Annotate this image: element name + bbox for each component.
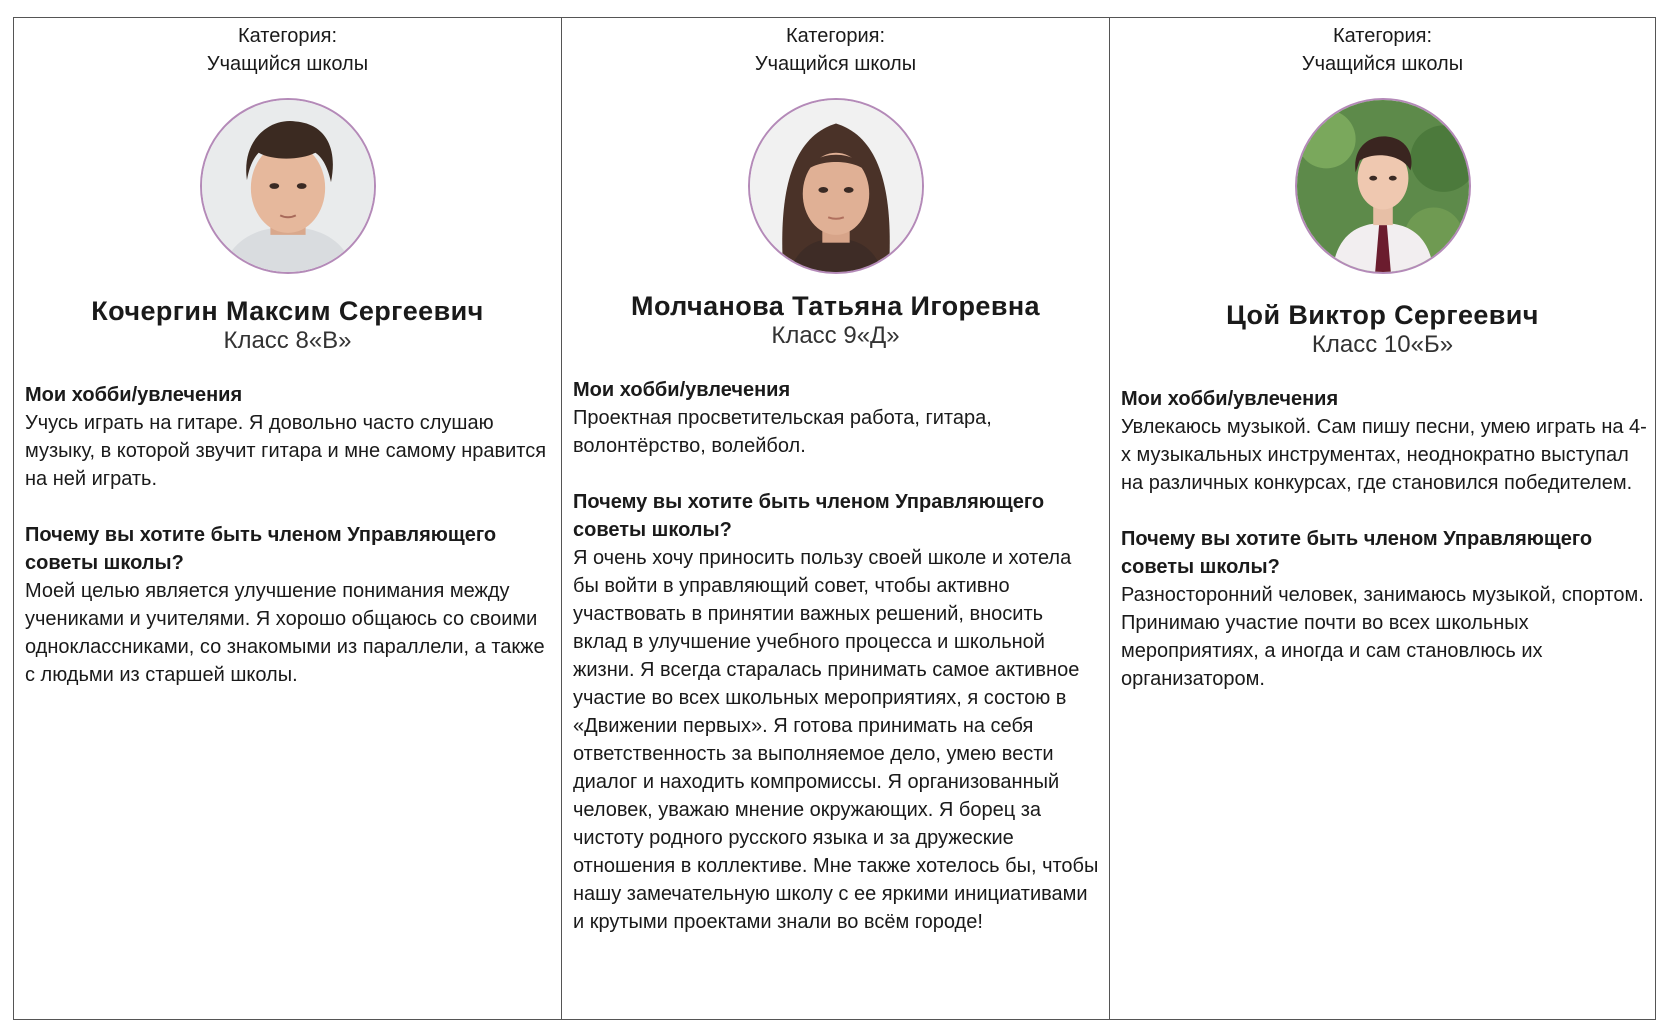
- category-block: [562, 22, 1109, 78]
- why-heading: Почему вы хотите быть членом Управляющего советы школы?: [1121, 528, 1593, 578]
- candidate-photo: [748, 98, 924, 274]
- candidate-class: Класс 8«В»: [223, 327, 352, 354]
- candidates-table: [13, 17, 1656, 1020]
- category-value: Учащийся школы: [754, 53, 917, 75]
- hobby-text: Проектная просветительская работа, гитара, волонтёрство, волейбол.: [573, 407, 992, 457]
- why-text: Моей целью является улучшение понимания между учениками и учителями. Я хорошо общаюсь со своими одноклассниками, со знакомыми из параллели, а также с людьми из старшей школы.: [25, 580, 545, 686]
- candidate-text: [1121, 385, 1647, 721]
- category-label: Категория:: [237, 25, 338, 47]
- candidate-name: Молчанова Татьяна Игоревна: [631, 291, 1040, 321]
- candidate-card: [14, 18, 561, 1019]
- category-value: Учащийся школы: [1301, 53, 1464, 75]
- category-value: Учащийся школы: [206, 53, 369, 75]
- category-label: Категория:: [1332, 25, 1433, 47]
- hobby-heading: Мои хобби/увлечения: [573, 379, 791, 401]
- candidate-photo: [200, 98, 376, 274]
- why-heading: Почему вы хотите быть членом Управляющего советы школы?: [573, 491, 1045, 541]
- hobby-text: Учусь играть на гитаре. Я довольно часто слушаю музыку, в которой звучит гитара и мне самому нравится на ней играть.: [25, 412, 547, 490]
- why-text: Я очень хочу приносить пользу своей школе и хотела бы войти в управляющий совет, чтобы активно участвовать в принятии важных решений, вносить вклад в улучшение учебного процесса и школьной жизни. Я всегда старалась принимать самое активное участие во всех школьных мероприятиях, я состою в «Движении первых». Я готова принимать на себя ответственность за выполняемое дело, умею вести диалог и находить компромиссы. Я организованный человек, уважаю мнение окружающих. Я борец за чистоту родного русского языка и за дружеские отношения в коллективе. Мне также хотелось бы, чтобы нашу замечательную школу с ее яркими инициативами и крутыми проектами знали во всём городе!: [573, 547, 1099, 933]
- candidate-photo: [1295, 98, 1471, 274]
- category-label: Категория:: [785, 25, 886, 47]
- hobby-heading: Мои хобби/увлечения: [25, 384, 243, 406]
- candidate-name: Цой Виктор Сергеевич: [1226, 300, 1539, 330]
- hobby-text: Увлекаюсь музыкой. Сам пишу песни, умею играть на 4-х музыкальных инструментах, неоднократно выступал на различных конкурсах, где становился победителем.: [1121, 416, 1647, 494]
- candidate-class: Класс 9«Д»: [771, 322, 900, 349]
- candidate-class: Класс 10«Б»: [1311, 331, 1454, 358]
- candidate-text: [25, 381, 553, 717]
- candidate-text: [573, 376, 1101, 964]
- category-block: [1110, 22, 1655, 78]
- candidate-card: [561, 18, 1109, 1019]
- why-text: Разносторонний человек, занимаюсь музыкой, спортом. Принимаю участие почти во всех школьных мероприятиях, а иногда и сам становлюсь их организатором.: [1121, 584, 1644, 690]
- candidate-name: Кочергин Максим Сергеевич: [91, 296, 484, 326]
- candidate-card: [1109, 18, 1655, 1019]
- category-block: [14, 22, 561, 78]
- hobby-heading: Мои хобби/увлечения: [1121, 388, 1339, 410]
- why-heading: Почему вы хотите быть членом Управляющего советы школы?: [25, 524, 497, 574]
